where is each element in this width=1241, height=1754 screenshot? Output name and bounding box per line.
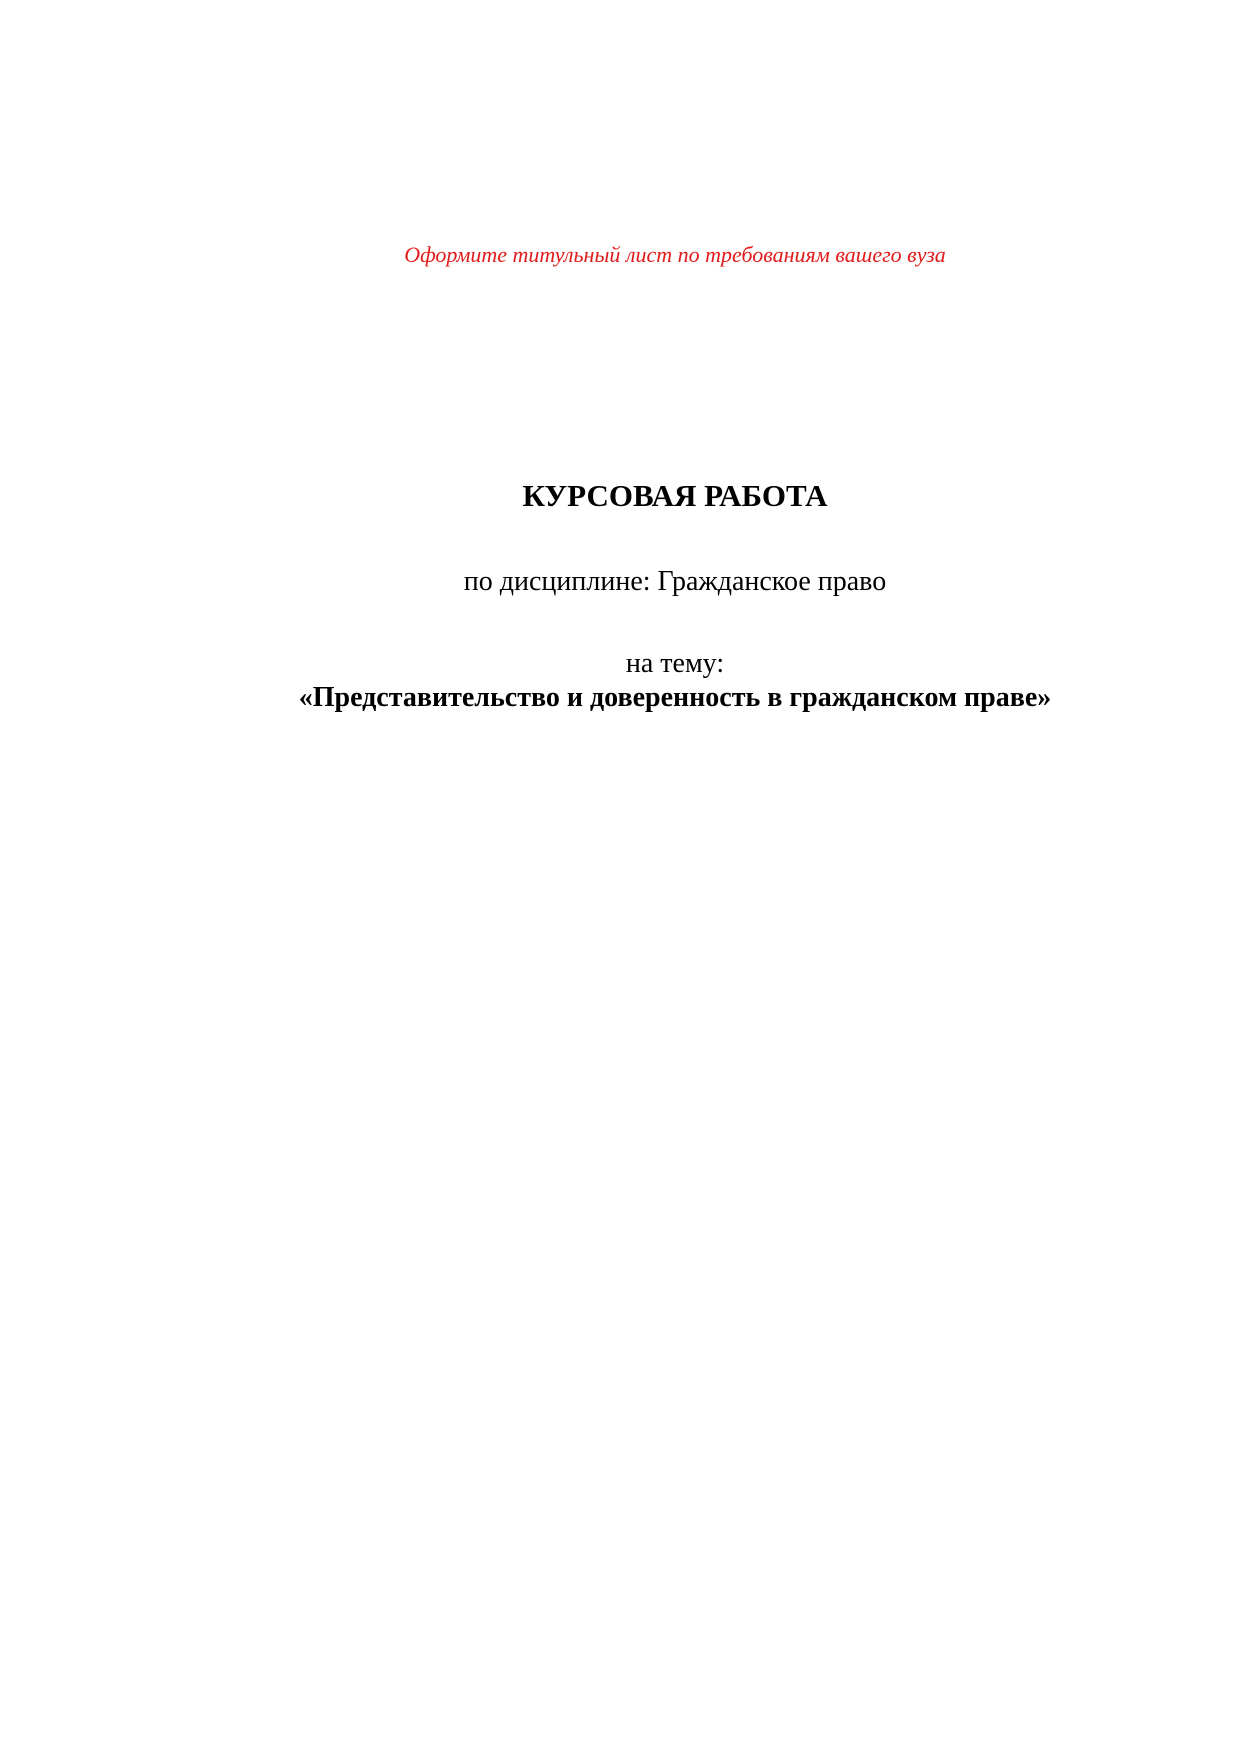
instruction-note: Оформите титульный лист по требованиям вашего вуза xyxy=(404,242,946,267)
document-title: КУРСОВАЯ РАБОТА xyxy=(522,478,828,513)
discipline-line: по дисциплине: Гражданское право xyxy=(463,566,887,597)
theme-title: «Представительство и доверенность в гражданском праве» xyxy=(298,682,1052,713)
theme-label: на тему: xyxy=(625,648,725,679)
